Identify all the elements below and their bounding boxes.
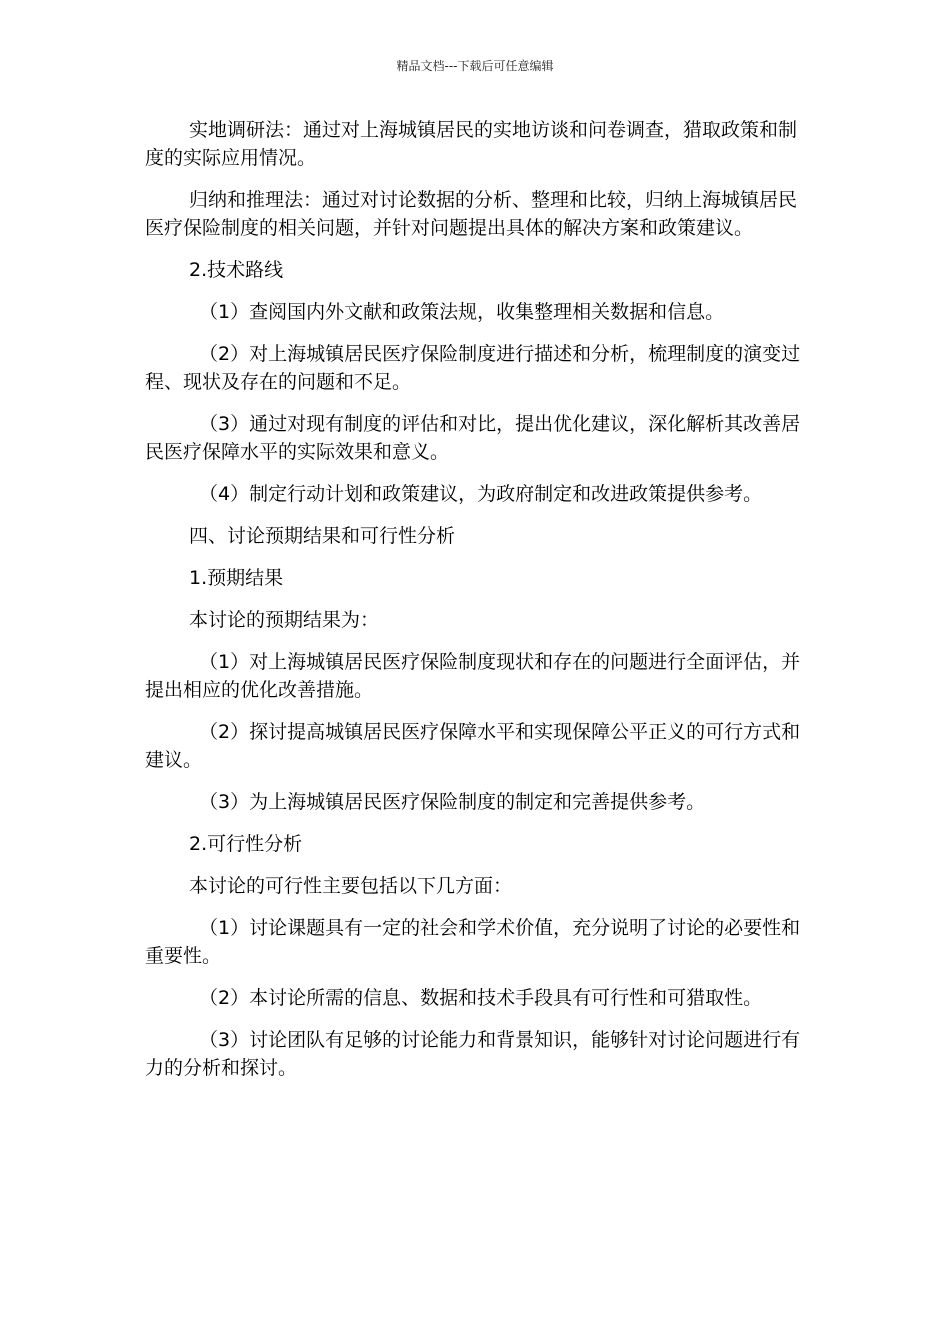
list-item: （3）通过对现有制度的评估和对比，提出优化建议，深化解析其改善居民医疗保障水平的实际效果和意义。 xyxy=(145,413,801,463)
paragraph-intro: 本讨论的可行性主要包括以下几方面： xyxy=(189,875,513,897)
list-item: （4）制定行动计划和政策建议，为政府制定和改进政策提供参考。 xyxy=(199,483,763,505)
heading-expected-results: 1.预期结果 xyxy=(189,567,284,589)
document-body xyxy=(145,116,810,1096)
list-item: （2）本讨论所需的信息、数据和技术手段具有可行性和可猎取性。 xyxy=(199,987,763,1009)
list-item: （1）查阅国内外文献和政策法规，收集整理相关数据和信息。 xyxy=(199,301,725,323)
list-item: （2）探讨提高城镇居民医疗保障水平和实现保障公平正义的可行方式和建议。 xyxy=(145,721,801,771)
paragraph-intro: 本讨论的预期结果为： xyxy=(189,609,380,631)
paragraph-induction: 归纳和推理法：通过对讨论数据的分析、整理和比较，归纳上海城镇居民医疗保险制度的相关问题，并针对问题提出具体的解决方案和政策建议。 xyxy=(145,189,798,239)
list-item: （1）对上海城镇居民医疗保险制度现状和存在的问题进行全面评估，并提出相应的优化改善措施。 xyxy=(145,651,801,701)
heading-technical-route: 2.技术路线 xyxy=(189,259,284,281)
list-item: （1）讨论课题具有一定的社会和学术价值，充分说明了讨论的必要性和重要性。 xyxy=(145,917,801,967)
page-header: 精品文档---下载后可任意编辑 xyxy=(396,59,554,73)
list-item: （2）对上海城镇居民医疗保险制度进行描述和分析，梳理制度的演变过程、现状及存在的问题和不足。 xyxy=(145,343,801,393)
list-item: （3）为上海城镇居民医疗保险制度的制定和完善提供参考。 xyxy=(199,791,706,813)
section-heading: 四、讨论预期结果和可行性分析 xyxy=(189,525,456,547)
paragraph-field-research: 实地调研法：通过对上海城镇居民的实地访谈和问卷调查，猎取政策和制度的实际应用情况。 xyxy=(145,119,798,169)
list-item: （3）讨论团队有足够的讨论能力和背景知识，能够针对讨论问题进行有力的分析和探讨。 xyxy=(145,1029,801,1079)
heading-feasibility: 2.可行性分析 xyxy=(189,833,303,855)
